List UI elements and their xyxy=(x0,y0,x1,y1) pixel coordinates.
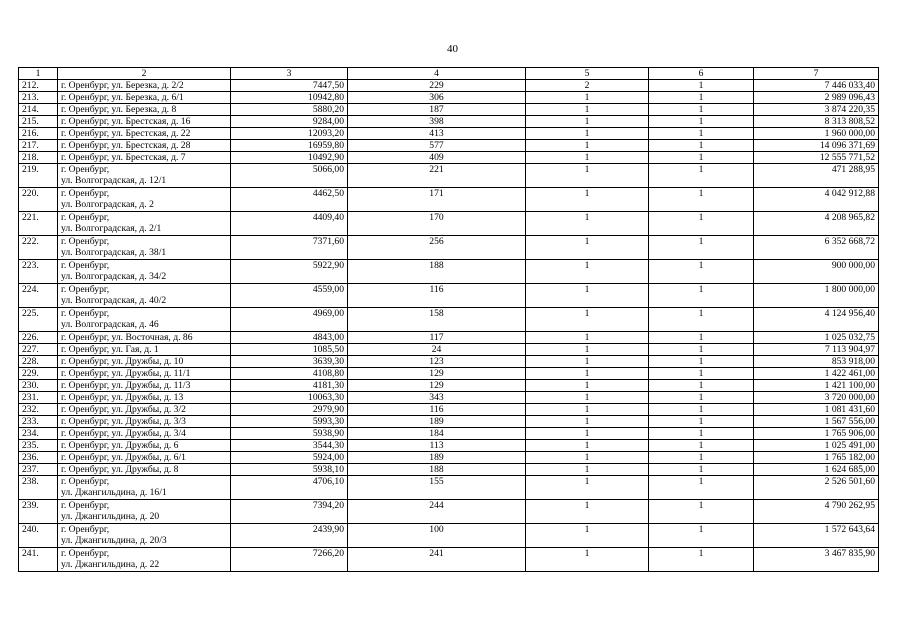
table-row xyxy=(19,236,879,260)
table-row xyxy=(19,368,879,380)
col6-cell: 1 xyxy=(649,92,754,104)
col5-cell: 1 xyxy=(526,104,649,116)
address-cell xyxy=(58,452,231,464)
row-number-cell: 212. xyxy=(19,80,58,92)
col5-cell: 1 xyxy=(526,236,649,260)
col5-cell: 1 xyxy=(526,308,649,332)
row-number-cell: 230. xyxy=(19,380,58,392)
row-number-cell: 222. xyxy=(19,236,58,260)
table-row xyxy=(19,80,879,92)
address-cell xyxy=(58,416,231,428)
col4-cell: 188 xyxy=(348,464,526,476)
area-cell: 2979,90 xyxy=(231,404,348,416)
col6-cell: 1 xyxy=(649,476,754,500)
col5-cell: 1 xyxy=(526,284,649,308)
address-line: г. Оренбург, xyxy=(61,212,110,223)
address-line: г. Оренбург, ул. Гая, д. 1 xyxy=(61,344,159,355)
row-number-cell: 221. xyxy=(19,212,58,236)
table-row xyxy=(19,92,879,104)
area-cell: 2439,90 xyxy=(231,524,348,548)
amount-cell: 4 208 965,82 xyxy=(754,212,879,236)
col5-cell: 1 xyxy=(526,440,649,452)
col5-cell: 1 xyxy=(526,212,649,236)
column-header: 4 xyxy=(348,68,526,80)
col6-cell: 1 xyxy=(649,152,754,164)
table-row xyxy=(19,356,879,368)
area-cell: 1085,50 xyxy=(231,344,348,356)
area-cell: 4843,00 xyxy=(231,332,348,344)
col5-cell: 1 xyxy=(526,428,649,440)
address-line: г. Оренбург, ул. Дружбы, д. 11/1 xyxy=(61,368,191,379)
table-row xyxy=(19,476,879,500)
address-line: г. Оренбург, xyxy=(61,476,110,487)
amount-cell: 1 081 431,60 xyxy=(754,404,879,416)
col4-cell: 116 xyxy=(348,284,526,308)
col4-cell: 116 xyxy=(348,404,526,416)
col6-cell: 1 xyxy=(649,524,754,548)
area-cell: 3544,30 xyxy=(231,440,348,452)
col4-cell: 129 xyxy=(348,380,526,392)
col6-cell: 1 xyxy=(649,416,754,428)
col5-cell: 1 xyxy=(526,140,649,152)
col5-cell: 1 xyxy=(526,332,649,344)
address-line: г. Оренбург, xyxy=(61,308,110,319)
col5-cell: 1 xyxy=(526,416,649,428)
table-row xyxy=(19,392,879,404)
col6-cell: 1 xyxy=(649,356,754,368)
address-cell xyxy=(58,368,231,380)
row-number-cell: 218. xyxy=(19,152,58,164)
address-cell xyxy=(58,464,231,476)
address-cell xyxy=(58,92,231,104)
col5-cell: 1 xyxy=(526,548,649,572)
col4-cell: 113 xyxy=(348,440,526,452)
amount-cell: 1 624 685,00 xyxy=(754,464,879,476)
col4-cell: 189 xyxy=(348,452,526,464)
table-row xyxy=(19,284,879,308)
col4-cell: 184 xyxy=(348,428,526,440)
table-row xyxy=(19,128,879,140)
table-row xyxy=(19,500,879,524)
address-line: ул. Волгоградская, д. 2 xyxy=(61,199,154,210)
area-cell: 7447,50 xyxy=(231,80,348,92)
amount-cell: 2 526 501,60 xyxy=(754,476,879,500)
address-cell xyxy=(58,152,231,164)
table-row xyxy=(19,260,879,284)
address-cell xyxy=(58,356,231,368)
col4-cell: 123 xyxy=(348,356,526,368)
address-line: ул. Волгоградская, д. 40/2 xyxy=(61,295,167,306)
row-number-cell: 225. xyxy=(19,308,58,332)
address-line: г. Оренбург, xyxy=(61,188,110,199)
row-number-cell: 237. xyxy=(19,464,58,476)
table-row xyxy=(19,332,879,344)
address-line: ул. Джангильдина, д. 22 xyxy=(61,559,160,570)
row-number-cell: 233. xyxy=(19,416,58,428)
col6-cell: 1 xyxy=(649,140,754,152)
col4-cell: 244 xyxy=(348,500,526,524)
area-cell: 4181,30 xyxy=(231,380,348,392)
area-cell: 5922,90 xyxy=(231,260,348,284)
col4-cell: 229 xyxy=(348,80,526,92)
address-line: г. Оренбург, ул. Дружбы, д. 13 xyxy=(61,392,184,403)
col6-cell: 1 xyxy=(649,116,754,128)
col5-cell: 1 xyxy=(526,524,649,548)
area-cell: 5924,00 xyxy=(231,452,348,464)
area-cell: 10942,80 xyxy=(231,92,348,104)
table-row xyxy=(19,344,879,356)
col5-cell: 2 xyxy=(526,80,649,92)
area-cell: 3639,30 xyxy=(231,356,348,368)
row-number-cell: 240. xyxy=(19,524,58,548)
address-line: г. Оренбург, ул. Березка, д. 2/2 xyxy=(61,80,184,91)
address-cell xyxy=(58,344,231,356)
column-header: 1 xyxy=(19,68,58,80)
address-cell xyxy=(58,188,231,212)
col6-cell: 1 xyxy=(649,260,754,284)
row-number-cell: 238. xyxy=(19,476,58,500)
address-cell xyxy=(58,236,231,260)
row-number-cell: 216. xyxy=(19,128,58,140)
col5-cell: 1 xyxy=(526,152,649,164)
column-header: 7 xyxy=(754,68,879,80)
column-header: 3 xyxy=(231,68,348,80)
address-line: г. Оренбург, xyxy=(61,524,110,535)
col4-cell: 155 xyxy=(348,476,526,500)
address-line: г. Оренбург, xyxy=(61,284,110,295)
table-row xyxy=(19,212,879,236)
column-header: 6 xyxy=(649,68,754,80)
col5-cell: 1 xyxy=(526,476,649,500)
address-cell xyxy=(58,500,231,524)
address-cell xyxy=(58,116,231,128)
table-row xyxy=(19,188,879,212)
area-cell: 4462,50 xyxy=(231,188,348,212)
row-number-cell: 241. xyxy=(19,548,58,572)
table-row xyxy=(19,464,879,476)
area-cell: 5066,00 xyxy=(231,164,348,188)
address-line: ул. Волгоградская, д. 38/1 xyxy=(61,247,167,258)
row-number-cell: 223. xyxy=(19,260,58,284)
area-cell: 4409,40 xyxy=(231,212,348,236)
area-cell: 5938,90 xyxy=(231,428,348,440)
row-number-cell: 231. xyxy=(19,392,58,404)
col5-cell: 1 xyxy=(526,452,649,464)
row-number-cell: 226. xyxy=(19,332,58,344)
column-number-row xyxy=(19,68,879,80)
address-line: г. Оренбург, ул. Дружбы, д. 3/4 xyxy=(61,428,186,439)
amount-cell: 12 555 771,52 xyxy=(754,152,879,164)
area-cell: 5880,20 xyxy=(231,104,348,116)
col5-cell: 1 xyxy=(526,404,649,416)
col6-cell: 1 xyxy=(649,452,754,464)
amount-cell: 8 313 808,52 xyxy=(754,116,879,128)
area-cell: 7371,60 xyxy=(231,236,348,260)
col4-cell: 158 xyxy=(348,308,526,332)
address-line: ул. Джангильдина, д. 20/3 xyxy=(61,535,167,546)
col6-cell: 1 xyxy=(649,428,754,440)
address-cell xyxy=(58,284,231,308)
address-line: ул. Волгоградская, д. 12/1 xyxy=(61,175,167,186)
area-cell: 9284,00 xyxy=(231,116,348,128)
col5-cell: 1 xyxy=(526,164,649,188)
col6-cell: 1 xyxy=(649,284,754,308)
address-line: ул. Джангильдина, д. 20 xyxy=(61,511,160,522)
col4-cell: 189 xyxy=(348,416,526,428)
table-body xyxy=(19,80,879,572)
col5-cell: 1 xyxy=(526,368,649,380)
table-row xyxy=(19,524,879,548)
address-line: г. Оренбург, ул. Восточная, д. 86 xyxy=(61,332,193,343)
page-number: 40 xyxy=(447,43,458,55)
col4-cell: 343 xyxy=(348,392,526,404)
col4-cell: 24 xyxy=(348,344,526,356)
address-cell xyxy=(58,332,231,344)
amount-cell: 14 096 371,69 xyxy=(754,140,879,152)
address-cell xyxy=(58,428,231,440)
amount-cell: 900 000,00 xyxy=(754,260,879,284)
col4-cell: 117 xyxy=(348,332,526,344)
row-number-cell: 215. xyxy=(19,116,58,128)
col5-cell: 1 xyxy=(526,92,649,104)
address-cell xyxy=(58,476,231,500)
address-line: г. Оренбург, xyxy=(61,236,110,247)
address-cell xyxy=(58,212,231,236)
area-cell: 4559,00 xyxy=(231,284,348,308)
amount-cell: 7 446 033,40 xyxy=(754,80,879,92)
col6-cell: 1 xyxy=(649,128,754,140)
address-line: ул. Волгоградская, д. 34/2 xyxy=(61,271,167,282)
address-line: г. Оренбург, ул. Брестская, д. 16 xyxy=(61,116,191,127)
row-number-cell: 232. xyxy=(19,404,58,416)
area-cell: 7266,20 xyxy=(231,548,348,572)
address-line: г. Оренбург, xyxy=(61,500,110,511)
col6-cell: 1 xyxy=(649,308,754,332)
address-cell xyxy=(58,308,231,332)
address-cell xyxy=(58,392,231,404)
table-row xyxy=(19,404,879,416)
col4-cell: 306 xyxy=(348,92,526,104)
address-cell xyxy=(58,440,231,452)
col4-cell: 409 xyxy=(348,152,526,164)
area-cell: 7394,20 xyxy=(231,500,348,524)
col5-cell: 1 xyxy=(526,116,649,128)
col4-cell: 170 xyxy=(348,212,526,236)
address-line: г. Оренбург, ул. Дружбы, д. 10 xyxy=(61,356,184,367)
area-cell: 16959,80 xyxy=(231,140,348,152)
col4-cell: 171 xyxy=(348,188,526,212)
row-number-cell: 234. xyxy=(19,428,58,440)
table-row xyxy=(19,428,879,440)
area-cell: 5938,10 xyxy=(231,464,348,476)
row-number-cell: 219. xyxy=(19,164,58,188)
address-line: ул. Волгоградская, д. 46 xyxy=(61,319,159,330)
address-cell xyxy=(58,140,231,152)
address-cell xyxy=(58,260,231,284)
address-line: г. Оренбург, ул. Брестская, д. 7 xyxy=(61,152,186,163)
address-line: ул. Джангильдина, д. 16/1 xyxy=(61,487,167,498)
amount-cell: 471 288,95 xyxy=(754,164,879,188)
amount-cell: 1 025 491,00 xyxy=(754,440,879,452)
col6-cell: 1 xyxy=(649,380,754,392)
column-header: 5 xyxy=(526,68,649,80)
col6-cell: 1 xyxy=(649,332,754,344)
address-cell xyxy=(58,128,231,140)
amount-cell: 3 720 000,00 xyxy=(754,392,879,404)
col6-cell: 1 xyxy=(649,188,754,212)
address-line: г. Оренбург, ул. Дружбы, д. 3/2 xyxy=(61,404,186,415)
amount-cell: 853 918,00 xyxy=(754,356,879,368)
table-row xyxy=(19,116,879,128)
address-line: г. Оренбург, ул. Березка, д. 6/1 xyxy=(61,92,184,103)
amount-cell: 1 765 906,00 xyxy=(754,428,879,440)
col5-cell: 1 xyxy=(526,356,649,368)
col6-cell: 1 xyxy=(649,404,754,416)
address-cell xyxy=(58,404,231,416)
col6-cell: 1 xyxy=(649,164,754,188)
col4-cell: 129 xyxy=(348,368,526,380)
row-number-cell: 214. xyxy=(19,104,58,116)
address-line: г. Оренбург, ул. Дружбы, д. 8 xyxy=(61,464,179,475)
col5-cell: 1 xyxy=(526,500,649,524)
col6-cell: 1 xyxy=(649,500,754,524)
row-number-cell: 227. xyxy=(19,344,58,356)
row-number-cell: 213. xyxy=(19,92,58,104)
col5-cell: 1 xyxy=(526,344,649,356)
address-line: г. Оренбург, ул. Дружбы, д. 6/1 xyxy=(61,452,186,463)
col6-cell: 1 xyxy=(649,464,754,476)
address-line: г. Оренбург, ул. Дружбы, д. 3/3 xyxy=(61,416,186,427)
col6-cell: 1 xyxy=(649,392,754,404)
amount-cell: 1 567 556,00 xyxy=(754,416,879,428)
amount-cell: 2 989 096,43 xyxy=(754,92,879,104)
table-row xyxy=(19,308,879,332)
address-line: г. Оренбург, ул. Брестская, д. 22 xyxy=(61,128,191,139)
amount-cell: 1 421 100,00 xyxy=(754,380,879,392)
table-row xyxy=(19,548,879,572)
housing-register-table xyxy=(18,67,879,572)
col6-cell: 1 xyxy=(649,344,754,356)
col5-cell: 1 xyxy=(526,260,649,284)
address-line: г. Оренбург, xyxy=(61,260,110,271)
amount-cell: 1 960 000,00 xyxy=(754,128,879,140)
row-number-cell: 236. xyxy=(19,452,58,464)
table-row xyxy=(19,452,879,464)
address-line: ул. Волгоградская, д. 2/1 xyxy=(61,223,162,234)
amount-cell: 1 025 032,75 xyxy=(754,332,879,344)
area-cell: 5993,30 xyxy=(231,416,348,428)
row-number-cell: 229. xyxy=(19,368,58,380)
column-header: 2 xyxy=(58,68,231,80)
col6-cell: 1 xyxy=(649,212,754,236)
amount-cell: 4 042 912,88 xyxy=(754,188,879,212)
address-line: г. Оренбург, xyxy=(61,164,110,175)
address-cell xyxy=(58,548,231,572)
col6-cell: 1 xyxy=(649,80,754,92)
address-cell xyxy=(58,80,231,92)
col6-cell: 1 xyxy=(649,548,754,572)
area-cell: 12093,20 xyxy=(231,128,348,140)
col4-cell: 187 xyxy=(348,104,526,116)
table-row xyxy=(19,152,879,164)
amount-cell: 6 352 668,72 xyxy=(754,236,879,260)
address-line: г. Оренбург, xyxy=(61,548,110,559)
row-number-cell: 239. xyxy=(19,500,58,524)
area-cell: 4969,00 xyxy=(231,308,348,332)
area-cell: 10492,90 xyxy=(231,152,348,164)
col5-cell: 1 xyxy=(526,464,649,476)
col4-cell: 577 xyxy=(348,140,526,152)
col6-cell: 1 xyxy=(649,440,754,452)
col6-cell: 1 xyxy=(649,104,754,116)
address-line: г. Оренбург, ул. Дружбы, д. 11/3 xyxy=(61,380,191,391)
amount-cell: 3 874 220,35 xyxy=(754,104,879,116)
table-row xyxy=(19,104,879,116)
row-number-cell: 217. xyxy=(19,140,58,152)
area-cell: 10063,30 xyxy=(231,392,348,404)
table-row xyxy=(19,416,879,428)
col4-cell: 413 xyxy=(348,128,526,140)
col4-cell: 221 xyxy=(348,164,526,188)
address-line: г. Оренбург, ул. Дружбы, д. 6 xyxy=(61,440,179,451)
col6-cell: 1 xyxy=(649,368,754,380)
col5-cell: 1 xyxy=(526,128,649,140)
col6-cell: 1 xyxy=(649,236,754,260)
amount-cell: 4 124 956,40 xyxy=(754,308,879,332)
row-number-cell: 224. xyxy=(19,284,58,308)
col4-cell: 188 xyxy=(348,260,526,284)
col4-cell: 398 xyxy=(348,116,526,128)
amount-cell: 4 790 262,95 xyxy=(754,500,879,524)
table-row xyxy=(19,140,879,152)
col4-cell: 256 xyxy=(348,236,526,260)
table-row xyxy=(19,440,879,452)
amount-cell: 3 467 835,90 xyxy=(754,548,879,572)
amount-cell: 1 422 461,00 xyxy=(754,368,879,380)
amount-cell: 1 765 182,00 xyxy=(754,452,879,464)
amount-cell: 1 800 000,00 xyxy=(754,284,879,308)
amount-cell: 7 113 904,97 xyxy=(754,344,879,356)
table-row xyxy=(19,164,879,188)
row-number-cell: 228. xyxy=(19,356,58,368)
address-line: г. Оренбург, ул. Березка, д. 8 xyxy=(61,104,177,115)
area-cell: 4108,80 xyxy=(231,368,348,380)
address-cell xyxy=(58,380,231,392)
row-number-cell: 220. xyxy=(19,188,58,212)
area-cell: 4706,10 xyxy=(231,476,348,500)
col5-cell: 1 xyxy=(526,380,649,392)
address-cell xyxy=(58,164,231,188)
col4-cell: 100 xyxy=(348,524,526,548)
col5-cell: 1 xyxy=(526,392,649,404)
address-cell xyxy=(58,524,231,548)
address-cell xyxy=(58,104,231,116)
address-line: г. Оренбург, ул. Брестская, д. 28 xyxy=(61,140,191,151)
col4-cell: 241 xyxy=(348,548,526,572)
amount-cell: 1 572 643,64 xyxy=(754,524,879,548)
table-row xyxy=(19,380,879,392)
row-number-cell: 235. xyxy=(19,440,58,452)
col5-cell: 1 xyxy=(526,188,649,212)
